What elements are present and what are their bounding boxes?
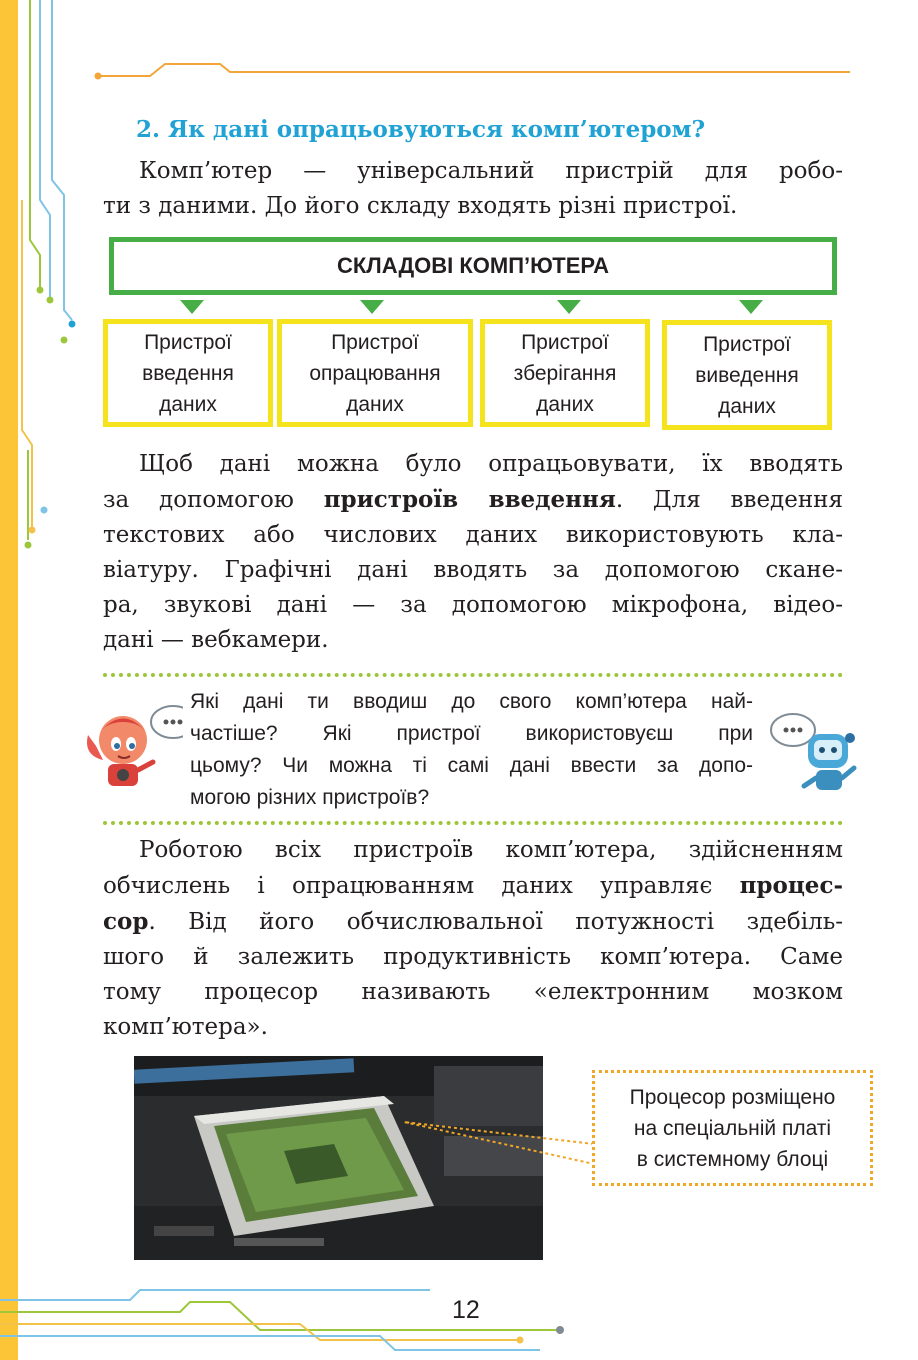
box-line: даних <box>159 392 217 416</box>
box-line: опрацювання <box>309 361 441 385</box>
term-processor-end: сор <box>103 908 149 935</box>
text-line: тому процесор називають «електронним мозком <box>103 979 843 1005</box>
scheme-box-storage <box>480 319 650 427</box>
text-line <box>103 904 843 940</box>
callout-line: на спеціальній платі <box>633 1116 832 1140</box>
text-line: текстових або числових даних використовують кла- <box>103 522 843 548</box>
text-line: могою різних пристроїв? <box>190 786 430 809</box>
text-fragment: обчислень і опрацюванням даних управляє <box>103 873 740 899</box>
text-fragment: . Для введення <box>615 487 843 513</box>
question-block <box>190 686 753 814</box>
term-processor: процес- <box>739 872 843 899</box>
term-input-devices: пристроїв введення <box>323 486 616 513</box>
page-number: 12 <box>452 1296 480 1324</box>
box-line: даних <box>536 392 594 416</box>
scheme-box-output <box>662 320 832 430</box>
box-line: виведення <box>695 363 799 387</box>
text-line: ти з даними. До його складу входять різні пристрої. <box>103 193 738 219</box>
text-line: Комп’ютер — універсальний пристрій для робо- <box>139 158 843 184</box>
text-line: Які дані ти вводиш до свого комп’ютера най- <box>190 690 753 713</box>
text-line: дані — вебкамери. <box>103 627 329 653</box>
dotted-divider-top <box>103 673 843 677</box>
box-line: зберігання <box>513 361 617 385</box>
callout-line: Процесор розміщено <box>629 1085 836 1109</box>
dotted-divider-bottom <box>103 821 843 825</box>
processor-callout <box>592 1070 873 1186</box>
girl-robot-icon <box>78 700 183 795</box>
arrow-down-icon <box>739 300 763 314</box>
intro-paragraph <box>103 154 843 224</box>
callout-pointer <box>404 1118 596 1168</box>
box-line: введення <box>142 361 234 385</box>
scheme-title: СКЛАДОВІ КОМП’ЮТЕРА <box>336 253 610 278</box>
text-line: цьому? Чи можна ті самі дані ввести за допо- <box>190 754 753 777</box>
processor-paragraph <box>103 833 843 1045</box>
box-line: даних <box>346 392 404 416</box>
text-fragment: за допомогою <box>103 487 324 513</box>
scheme-box-input <box>103 319 273 427</box>
text-line: Роботою всіх пристроїв комп’ютера, здійсненням <box>139 837 843 863</box>
text-line: віатуру. Графічні дані вводять за допомогою скане- <box>103 557 843 583</box>
scheme-box-processing <box>277 319 473 427</box>
box-line: Пристрої <box>144 330 232 354</box>
blue-robot-icon <box>766 708 866 800</box>
arrow-down-icon <box>557 300 581 314</box>
text-line <box>103 868 843 904</box>
text-line: Щоб дані можна було опрацьовувати, їх вводять <box>139 451 843 477</box>
callout-line: в системному блоці <box>636 1147 829 1171</box>
text-line: частіше? Які пристрої використовуєш при <box>190 722 753 745</box>
box-line: Пристрої <box>521 330 609 354</box>
arrow-down-icon <box>360 300 384 314</box>
box-line: Пристрої <box>331 330 419 354</box>
arrow-down-icon <box>180 300 204 314</box>
text-line: шого й залежить продуктивність комп’ютера. Саме <box>103 944 843 970</box>
text-fragment: . Від його обчислювальної потужності здебіль- <box>148 909 843 935</box>
box-line: даних <box>718 394 776 418</box>
input-devices-paragraph <box>103 447 843 658</box>
box-line: Пристрої <box>703 332 791 356</box>
text-line: комп’ютера». <box>103 1014 268 1040</box>
section-title: 2. Як дані опрацьовуються комп’ютером? <box>136 116 706 143</box>
scheme-title-box <box>109 237 837 295</box>
text-line: ра, звукові дані — за допомогою мікрофона, відео- <box>103 592 843 618</box>
text-line <box>103 482 843 518</box>
